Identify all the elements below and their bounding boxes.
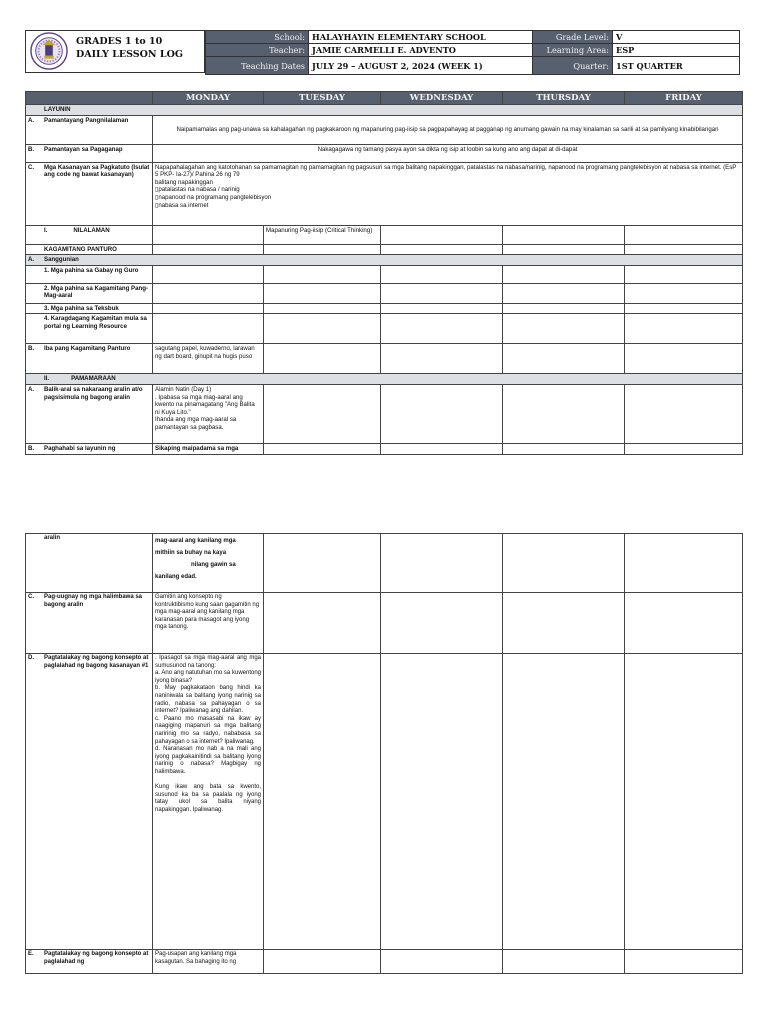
cell <box>503 593 625 654</box>
day-wednesday: WEDNESDAY <box>381 92 503 105</box>
cell <box>625 303 743 314</box>
kasanayan-item-text: patalastas na nabasa / narinig <box>158 186 240 194</box>
cell <box>264 344 381 374</box>
cell <box>153 265 264 283</box>
cell <box>381 225 503 244</box>
row-label-pamantayang-pangnilalaman <box>26 115 153 144</box>
row-label-kasanayan <box>26 162 153 225</box>
cell <box>503 950 625 974</box>
row-label-text: PAMAMARAAN <box>71 375 116 383</box>
kasanayan-item: balitang napakinggan <box>155 178 213 186</box>
cell <box>503 265 625 283</box>
cell <box>264 593 381 654</box>
row-label-text: Pamantayan sa Pagaganap <box>44 145 123 153</box>
row-label-text: NILALAMAN <box>73 226 110 234</box>
row-label-pagtatalakay-2 <box>26 950 153 974</box>
header-info-table <box>205 30 740 75</box>
nilalaman-tuesday: Mapanuring Pag-iisip (Critical Thinking) <box>264 225 381 244</box>
row-key: D. <box>28 655 34 661</box>
kasanayan-item: ▯patalastas na nabasa / narinig <box>155 186 240 194</box>
dates-value: JULY 29 – AUGUST 2, 2024 (WEEK 1) <box>309 57 533 75</box>
cell <box>625 384 743 443</box>
row-label-aralin: aralin <box>26 534 153 593</box>
row-key: B. <box>28 345 35 353</box>
grade-value: V <box>613 31 740 44</box>
cell <box>381 344 503 374</box>
cell <box>381 534 503 593</box>
row-label-text: Pag-uugnay ng mga halimbawa sa bagong aralin <box>44 594 143 608</box>
cell <box>625 593 743 654</box>
pag-uugnay-monday: Gamitin ang konsepto ng kontruktibismo kung saan gagamitin ng mga mag-aaral ang kanilang mga karanasan para masagot ang iyong mga tanong. <box>153 593 264 654</box>
cell <box>625 283 743 303</box>
pagtatalakay-1-monday: . Ipasagot sa mga mag-aaral ang mga sumusunod na tanong: a. Ano ang natutuhan mo sa kuwentong iyong binasa? b. May pagkakataon bang hindi ka naniniwala sa balitang iyong narinig sa radio, nabasa sa pahayagan o sa internet? Ipaliwanag ang dahilan. c. Paano mo masasabi na ikaw ay naagiging mapanuri sa mga balitang naririnig mo sa radyo, nababasa sa pahayagan o sa internet? Ipaliwanag. d. Naranasan mo nab a na mali ang iyong pagkakainitindi sa balitang iyong narinig o nabasa? Magbigay ng halimbawa. Kung ikaw ang bata sa kwento, susunod ka ba sa paalala ng iyong tatay ukol sa balita niyang napakinggan. Ipaliwanag. <box>153 654 264 950</box>
cell <box>264 314 381 344</box>
kasanayan-text <box>153 162 743 225</box>
day-thursday: THURSDAY <box>503 92 625 105</box>
cell <box>264 534 381 593</box>
cell <box>153 283 264 303</box>
row-label-pag-uugnay <box>26 593 153 654</box>
cell <box>381 950 503 974</box>
row-label-kagamitan: KAGAMITANG PANTURO <box>26 244 153 255</box>
kasanayan-item: ▯napanood na programang pangtelebisyon <box>155 193 272 201</box>
section-pamamaraan <box>26 374 743 385</box>
school-value: HALAYHAYIN ELEMENTARY SCHOOL <box>309 31 533 44</box>
row-key: C. <box>28 163 35 171</box>
row-label-text: Pagtatalakay ng bagong konsepto at paglalahad ng bagong kasanayan #1 <box>44 655 149 669</box>
cell <box>625 344 743 374</box>
row-label-text: Pamantayang Pangnilalaman <box>44 116 129 124</box>
cell <box>153 303 264 314</box>
cell <box>625 265 743 283</box>
pamantayan-sa-pagaganap-text: Nakagagawa ng tamang pasya ayon sa dikta ng isip at loobin sa kung ano ang dapat at di-dapat <box>153 144 743 162</box>
form-title <box>76 35 183 61</box>
title-line-2: DAILY LESSON LOG <box>76 49 183 60</box>
cell <box>153 314 264 344</box>
row-label-teksbuk: 3. Mga pahina sa Teksbuk <box>26 303 153 314</box>
row-label-karagdagang-kagamitan: 4. Karagdagang Kagamitan mula sa portal ng Learning Resource <box>26 314 153 344</box>
row-key: II. <box>44 375 50 383</box>
row-label-text: Pagtatalakay ng bagong konsepto at paglalahad ng <box>44 951 149 965</box>
day-monday: MONDAY <box>153 92 264 105</box>
cell <box>264 950 381 974</box>
paghahabi-monday: Sikaping maipadama sa mga <box>153 443 264 454</box>
row-key: C. <box>28 594 34 600</box>
cell <box>264 443 381 454</box>
quarter-value: 1ST QUARTER <box>613 57 740 75</box>
kasanayan-item-text: napanood na programang pangtelebisyon <box>158 193 272 201</box>
cell <box>625 225 743 244</box>
aralin-line: mithiin sa buhay na kaya <box>155 550 227 556</box>
cell <box>503 443 625 454</box>
cell <box>264 265 381 283</box>
area-label: Learning Area: <box>533 44 613 57</box>
cell <box>381 283 503 303</box>
row-label-text: Paghahabi sa layunin ng <box>44 444 116 452</box>
dates-label: Teaching Dates <box>206 57 309 75</box>
corner-cell <box>26 92 153 105</box>
lesson-log-table-continued <box>25 533 743 974</box>
quarter-label: Quarter: <box>533 57 613 75</box>
row-label-gabay-ng-guro: 1. Mga pahina sa Gabay ng Guro <box>26 265 153 283</box>
cell <box>503 283 625 303</box>
cell <box>381 384 503 443</box>
cell <box>625 654 743 950</box>
lesson-log-table <box>25 91 743 455</box>
cell <box>503 225 625 244</box>
row-label-text: Balik-aral sa nakaraang aralin at/o pagsisimula ng bagong aralin <box>44 385 143 401</box>
row-label-pagtatalakay-1 <box>26 654 153 950</box>
day-tuesday: TUESDAY <box>264 92 381 105</box>
row-key: I. <box>44 226 48 234</box>
school-label: School: <box>206 31 309 44</box>
balik-aral-monday: Alamin Natin (Day 1) . Ipabasa sa mga mag-aaral ang kwento na pinamagatang "Ang Balita ni Kuya Lito." Ihanda ang mga mag-aaral sa pamantayan sa pagbasa. <box>153 384 264 443</box>
pamantayang-pangnilalaman-text: Naipamamalas ang pag-unawa sa kahalagahan ng pagkakaroon ng mapanuring pag-iisip sa pagpapahayag at pagganap ng anumang gawain na may kinalaman sa sarili at sa pamilyang kinabibilangan <box>153 115 743 144</box>
cell <box>381 593 503 654</box>
row-label-paghahabi <box>26 443 153 454</box>
aralin-monday <box>153 534 264 593</box>
pagtatalakay-2-monday: Pag-usapan ang kanilang mga kasagutan. Sa bahaging ito ng <box>153 950 264 974</box>
cell <box>264 303 381 314</box>
aralin-line: mag-aaral ang kanilang mga <box>155 538 236 544</box>
cell <box>381 443 503 454</box>
kasanayan-item: ▯nabasa sa internet <box>155 201 209 209</box>
cell <box>625 244 743 255</box>
cell <box>625 534 743 593</box>
cell <box>503 384 625 443</box>
day-friday: FRIDAY <box>625 92 743 105</box>
row-key: A. <box>28 256 35 264</box>
row-label-nilalaman <box>26 225 153 244</box>
cell <box>625 314 743 344</box>
row-key: A. <box>28 385 35 393</box>
row-key: A. <box>28 116 35 124</box>
row-label-kagamitang-pang-mag-aaral: 2. Mga pahina sa Kagamitang Pang-Mag-aaral <box>26 283 153 303</box>
grade-label: Grade Level: <box>533 31 613 44</box>
section-sanggunian <box>26 255 743 266</box>
row-label-text: Iba pang Kagamitang Panturo <box>44 345 131 353</box>
row-key: B. <box>28 444 35 452</box>
cell <box>264 384 381 443</box>
aralin-line: nilang gawin sa <box>191 562 236 568</box>
area-value: ESP <box>613 44 740 57</box>
cell <box>503 244 625 255</box>
deped-seal-icon <box>30 32 68 70</box>
cell <box>503 303 625 314</box>
teacher-value: JAMIE CARMELLI E. ADVENTO <box>309 44 533 57</box>
cell <box>153 225 264 244</box>
iba-pang-kagamitan-monday: sagutang papel, kuwaderno, larawan ng dart board, ginupit na hugis puso <box>153 344 264 374</box>
row-label-iba-pang-kagamitan <box>26 344 153 374</box>
kasanayan-paragraph: Napapahalagahan ang katotohanan sa pamamagitan ng pamamagitan ng pagsusuri sa mga balitang napakinggan, patalastas na nabasa/narinig, napanood na programang pangtelebisyon at nabasa sa internet. (EsP 5 PKP- Ia-27)/ Pahina 26 ng 79 <box>155 163 737 179</box>
cell <box>381 303 503 314</box>
row-label-text: Sanggunian <box>44 256 79 264</box>
teacher-label: Teacher: <box>206 44 309 57</box>
row-label-pamantayan-sa-pagaganap <box>26 144 153 162</box>
aralin-line: kanilang edad. <box>155 574 197 580</box>
kasanayan-item-text: nabasa sa internet <box>158 201 209 209</box>
cell <box>381 265 503 283</box>
cell <box>264 283 381 303</box>
cell <box>503 344 625 374</box>
row-key: B. <box>28 145 35 153</box>
cell <box>381 314 503 344</box>
cell <box>503 534 625 593</box>
cell <box>264 244 381 255</box>
cell <box>625 443 743 454</box>
cell <box>625 950 743 974</box>
cell <box>503 314 625 344</box>
cell <box>264 654 381 950</box>
cell <box>381 654 503 950</box>
cell <box>503 654 625 950</box>
row-key: E. <box>28 951 34 957</box>
row-label-balik-aral <box>26 384 153 443</box>
section-layunin: LAYUNIN <box>26 105 743 116</box>
row-label-text: Mga Kasanayan sa Pagkatuto (Isulat ang code ng bawat kasanayan) <box>44 163 150 179</box>
cell <box>153 244 264 255</box>
cell <box>381 244 503 255</box>
title-line-1: GRADES 1 to 10 <box>76 36 163 47</box>
